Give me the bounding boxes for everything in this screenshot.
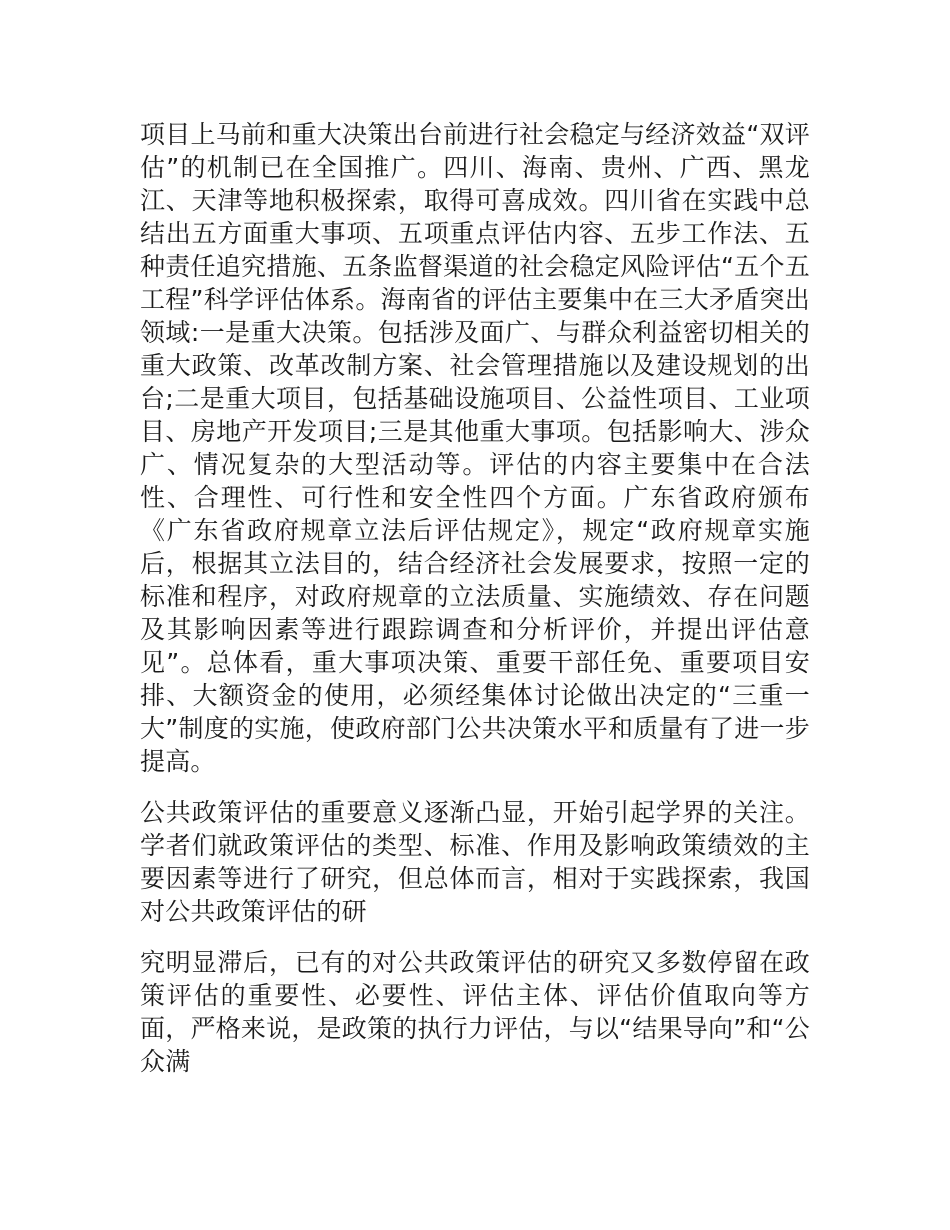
document-body xyxy=(140,118,810,1078)
paragraph-evaluation-practice: 项目上马前和重大决策出台前进行社会稳定与经济效益“双评估”的机制已在全国推广。四川、海南、贵州、广西、黑龙江、天津等地积极探索，取得可喜成效。四川省在实践中总结出五方面重大事项、五项重点评估内容、五步工作法、五种责任追究措施、五条监督渠道的社会稳定风险评估“五个五工程”科学评估体系。海南省的评估主要集中在三大矛盾突出领域:一是重大决策。包括涉及面广、与群众利益密切相关的重大政策、改革改制方案、社会管理措施以及建设规划的出台;二是重大项目，包括基础设施项目、公益性项目、工业项目、房地产开发项目;三是其他重大事项。包括影响大、涉众广、情况复杂的大型活动等。评估的内容主要集中在合法性、合理性、可行性和安全性四个方面。广东省政府颁布《广东省政府规章立法后评估规定》，规定“政府规章实施后，根据其立法目的，结合经济社会发展要求，按照一定的标准和程序，对政府规章的立法质量、实施绩效、存在问题及其影响因素等进行跟踪调查和分析评价，并提出评估意见”。总体看，重大事项决策、重要干部任免、重要项目安排、大额资金的使用，必须经集体讨论做出决定的“三重一大”制度的实施，使政府部门公共决策水平和质量有了进一步提高。 xyxy=(140,120,810,776)
paragraph-academic-attention: 公共政策评估的重要意义逐渐凸显，开始引起学界的关注。学者们就政策评估的类型、标准、作用及影响政策绩效的主要因素等进行了研究，但总体而言，相对于实践探索，我国对公共政策评估的研 xyxy=(140,798,810,926)
paragraph-research-lag: 究明显滞后，已有的对公共政策评估的研究又多数停留在政策评估的重要性、必要性、评估主体、评估价值取向等方面，严格来说，是政策的执行力评估，与以“结果导向”和“公众满 xyxy=(140,948,810,1076)
